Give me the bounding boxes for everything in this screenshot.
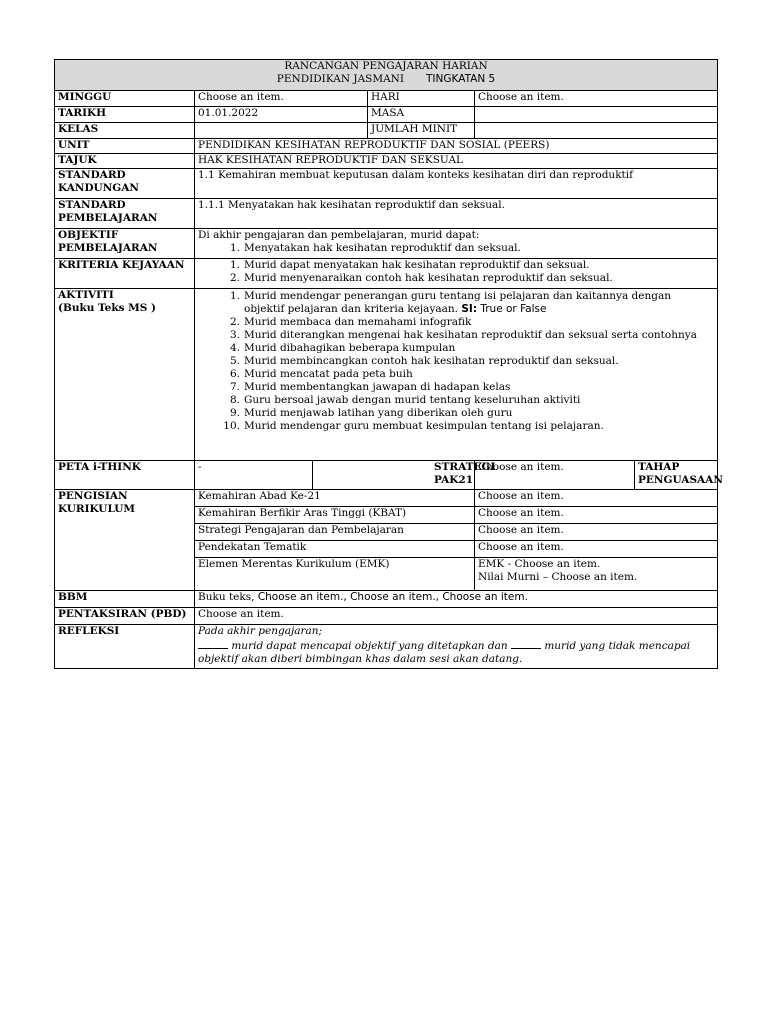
kriteria-value <box>195 259 718 289</box>
nilai-murni-dropdown[interactable]: Nilai Murni – Choose an item. <box>478 571 638 583</box>
bbm-value <box>195 591 718 608</box>
minggu-label: MINGGU <box>55 91 195 107</box>
pengisian-item-name: Kemahiran Berfikir Aras Tinggi (KBAT) <box>195 507 475 524</box>
refleksi-line2a: murid dapat mencapai objektif yang ditetapkan dan <box>231 640 508 652</box>
list-number: 5. <box>229 355 240 367</box>
strategi-dropdown[interactable]: Choose an item. <box>475 461 635 490</box>
list-item <box>198 381 714 394</box>
tahap-label <box>635 461 723 490</box>
kriteria-list <box>198 259 714 285</box>
bbm-dropdowns[interactable]: Choose an item., Choose an item., Choose an item. <box>257 591 528 603</box>
tajuk-label: TAJUK <box>55 154 195 169</box>
standard-kandungan-label-line2: KANDUNGAN <box>58 182 140 194</box>
list-number: 8. <box>229 394 240 406</box>
list-text: Murid diterangkan mengenai hak kesihatan reproduktif dan seksual serta contohnya <box>244 329 697 341</box>
pengisian-label <box>55 490 195 591</box>
level-title: TINGKATAN 5 <box>426 73 496 85</box>
standard-pembelajaran-value: 1.1.1 Menyatakan hak kesihatan reproduktif dan seksual. <box>195 199 718 229</box>
objektif-list <box>198 242 714 255</box>
list-text: Murid mendengar penerangan guru tentang isi pelajaran dan kaitannya dengan <box>244 290 671 302</box>
list-number: 9. <box>229 407 240 419</box>
aktiviti-label-line2: (Buku Teks MS ) <box>58 302 157 314</box>
list-item <box>198 259 714 272</box>
pentaksiran-dropdown[interactable]: Choose an item. <box>195 608 718 625</box>
list-text: Murid menjawab latihan yang diberikan oleh guru <box>244 407 513 419</box>
tarikh-label: TARIKH <box>55 107 195 123</box>
list-text: Murid dapat menyatakan hak kesihatan reproduktif dan seksual. <box>244 259 590 271</box>
emk-dropdown[interactable]: EMK - Choose an item. <box>478 558 601 570</box>
document-title: RANCANGAN PENGAJARAN HARIAN <box>284 60 488 72</box>
list-number: 4. <box>229 342 240 354</box>
strategi-label-line1: STRATEGI <box>434 461 496 473</box>
list-item <box>198 420 714 433</box>
list-text: Murid menyenaraikan contoh hak kesihatan reproduktif dan seksual. <box>244 272 613 284</box>
standard-kandungan-label <box>55 169 195 199</box>
refleksi-line2b: murid yang tidak mencapai <box>544 640 691 652</box>
abad21-dropdown[interactable]: Choose an item. <box>475 490 718 507</box>
jumlah-minit-field[interactable] <box>475 123 718 139</box>
pengisian-item-name: Strategi Pengajaran dan Pembelajaran <box>195 524 475 541</box>
aktiviti-label-line1: AKTIVITI <box>58 289 114 301</box>
list-number: 7. <box>229 381 240 393</box>
refleksi-blank-1[interactable] <box>198 638 228 649</box>
list-text: Murid dibahagikan beberapa kumpulan <box>244 342 456 354</box>
peta-value[interactable]: - <box>195 461 313 490</box>
pengisian-label-line2: KURIKULUM <box>58 503 136 515</box>
refleksi-blank-2[interactable] <box>511 638 541 649</box>
standard-kandungan-label-line1: STANDARD <box>58 169 126 181</box>
tahap-label-line2: PENGUASAAN <box>638 474 723 486</box>
si-label: SI: <box>461 303 478 315</box>
kelas-field[interactable] <box>195 123 368 139</box>
list-number: 2. <box>229 272 240 284</box>
list-item <box>198 368 714 381</box>
refleksi-label: REFLEKSI <box>55 625 195 669</box>
list-item <box>198 407 714 420</box>
refleksi-line3: objektif akan diberi bimbingan khas dalam sesi akan datang. <box>198 653 523 665</box>
minggu-dropdown[interactable]: Choose an item. <box>195 91 368 107</box>
strategi-pdp-dropdown[interactable]: Choose an item. <box>475 524 718 541</box>
strategi-label <box>313 461 496 490</box>
tarikh-field[interactable]: 01.01.2022 <box>195 107 368 123</box>
standard-pembelajaran-label-line1: STANDARD <box>58 199 126 211</box>
list-number: 1. <box>229 242 240 254</box>
aktiviti-list <box>198 290 714 433</box>
list-text: Menyatakan hak kesihatan reproduktif dan seksual. <box>244 242 521 254</box>
masa-field[interactable] <box>475 107 718 123</box>
list-text: Murid membincangkan contoh hak kesihatan reproduktif dan seksual. <box>244 355 619 367</box>
tematik-dropdown[interactable]: Choose an item. <box>475 541 718 558</box>
pengisian-item-name: Pendekatan Tematik <box>195 541 475 558</box>
header-cell <box>55 60 718 91</box>
strategi-label-line2: PAK21 <box>434 474 474 486</box>
subject-title: PENDIDIKAN JASMANI <box>276 73 405 85</box>
list-item <box>198 329 714 342</box>
list-number: 6. <box>229 368 240 380</box>
standard-pembelajaran-label <box>55 199 195 229</box>
list-text: objektif pelajaran dan kriteria kejayaan. <box>244 303 458 315</box>
emk-cell <box>475 558 718 591</box>
kbat-dropdown[interactable]: Choose an item. <box>475 507 718 524</box>
bbm-prefix: Buku teks, <box>198 591 255 603</box>
list-item <box>198 316 714 329</box>
objektif-label-line1: OBJEKTIF <box>58 229 119 241</box>
list-text: Guru bersoal jawab dengan murid tentang keseluruhan aktiviti <box>244 394 581 406</box>
list-text: Murid membaca dan memahami infografik <box>244 316 472 328</box>
list-text: Murid mencatat pada peta buih <box>244 368 413 380</box>
hari-dropdown[interactable]: Choose an item. <box>475 91 718 107</box>
aktiviti-label <box>55 289 195 461</box>
peta-label: PETA i-THINK <box>55 461 195 490</box>
si-dropdown[interactable]: True or False <box>480 303 547 315</box>
list-item <box>198 242 714 255</box>
list-item <box>198 272 714 285</box>
list-number: 1. <box>229 290 240 302</box>
pengisian-item-name: Kemahiran Abad Ke-21 <box>195 490 475 507</box>
list-number: 1. <box>229 259 240 271</box>
tahap-label-line1: TAHAP <box>638 461 680 473</box>
list-item <box>198 394 714 407</box>
pentaksiran-label: PENTAKSIRAN (PBD) <box>55 608 195 625</box>
pengisian-item-name: Elemen Merentas Kurikulum (EMK) <box>195 558 475 591</box>
list-text: Murid membentangkan jawapan di hadapan kelas <box>244 381 511 393</box>
list-number: 2. <box>229 316 240 328</box>
kriteria-label: KRITERIA KEJAYAAN <box>55 259 195 289</box>
masa-label: MASA <box>368 107 475 123</box>
tajuk-value: HAK KESIHATAN REPRODUKTIF DAN SEKSUAL <box>195 154 718 169</box>
jumlah-minit-label: JUMLAH MINIT <box>368 123 475 139</box>
objektif-label-line2: PEMBELAJARAN <box>58 242 158 254</box>
objektif-intro: Di akhir pengajaran dan pembelajaran, murid dapat: <box>198 229 480 241</box>
standard-pembelajaran-label-line2: PEMBELAJARAN <box>58 212 158 224</box>
list-item <box>198 290 714 316</box>
list-item <box>198 355 714 368</box>
pengisian-label-line1: PENGISIAN <box>58 490 128 502</box>
objektif-value <box>195 229 718 259</box>
list-text: Murid mendengar guru membuat kesimpulan tentang isi pelajaran. <box>244 420 604 432</box>
aktiviti-value <box>195 289 718 461</box>
unit-value: PENDIDIKAN KESIHATAN REPRODUKTIF DAN SOSIAL (PEERS) <box>195 139 718 154</box>
list-number: 10. <box>223 420 240 432</box>
bbm-label: BBM <box>55 591 195 608</box>
unit-label: UNIT <box>55 139 195 154</box>
lesson-plan-table <box>54 59 723 669</box>
refleksi-line1: Pada akhir pengajaran; <box>198 625 323 637</box>
list-item <box>198 342 714 355</box>
standard-kandungan-value: 1.1 Kemahiran membuat keputusan dalam konteks kesihatan diri dan reproduktif <box>195 169 718 199</box>
list-number: 3. <box>229 329 240 341</box>
refleksi-value[interactable] <box>195 625 718 669</box>
hari-label: HARI <box>368 91 475 107</box>
kelas-label: KELAS <box>55 123 195 139</box>
objektif-label <box>55 229 195 259</box>
